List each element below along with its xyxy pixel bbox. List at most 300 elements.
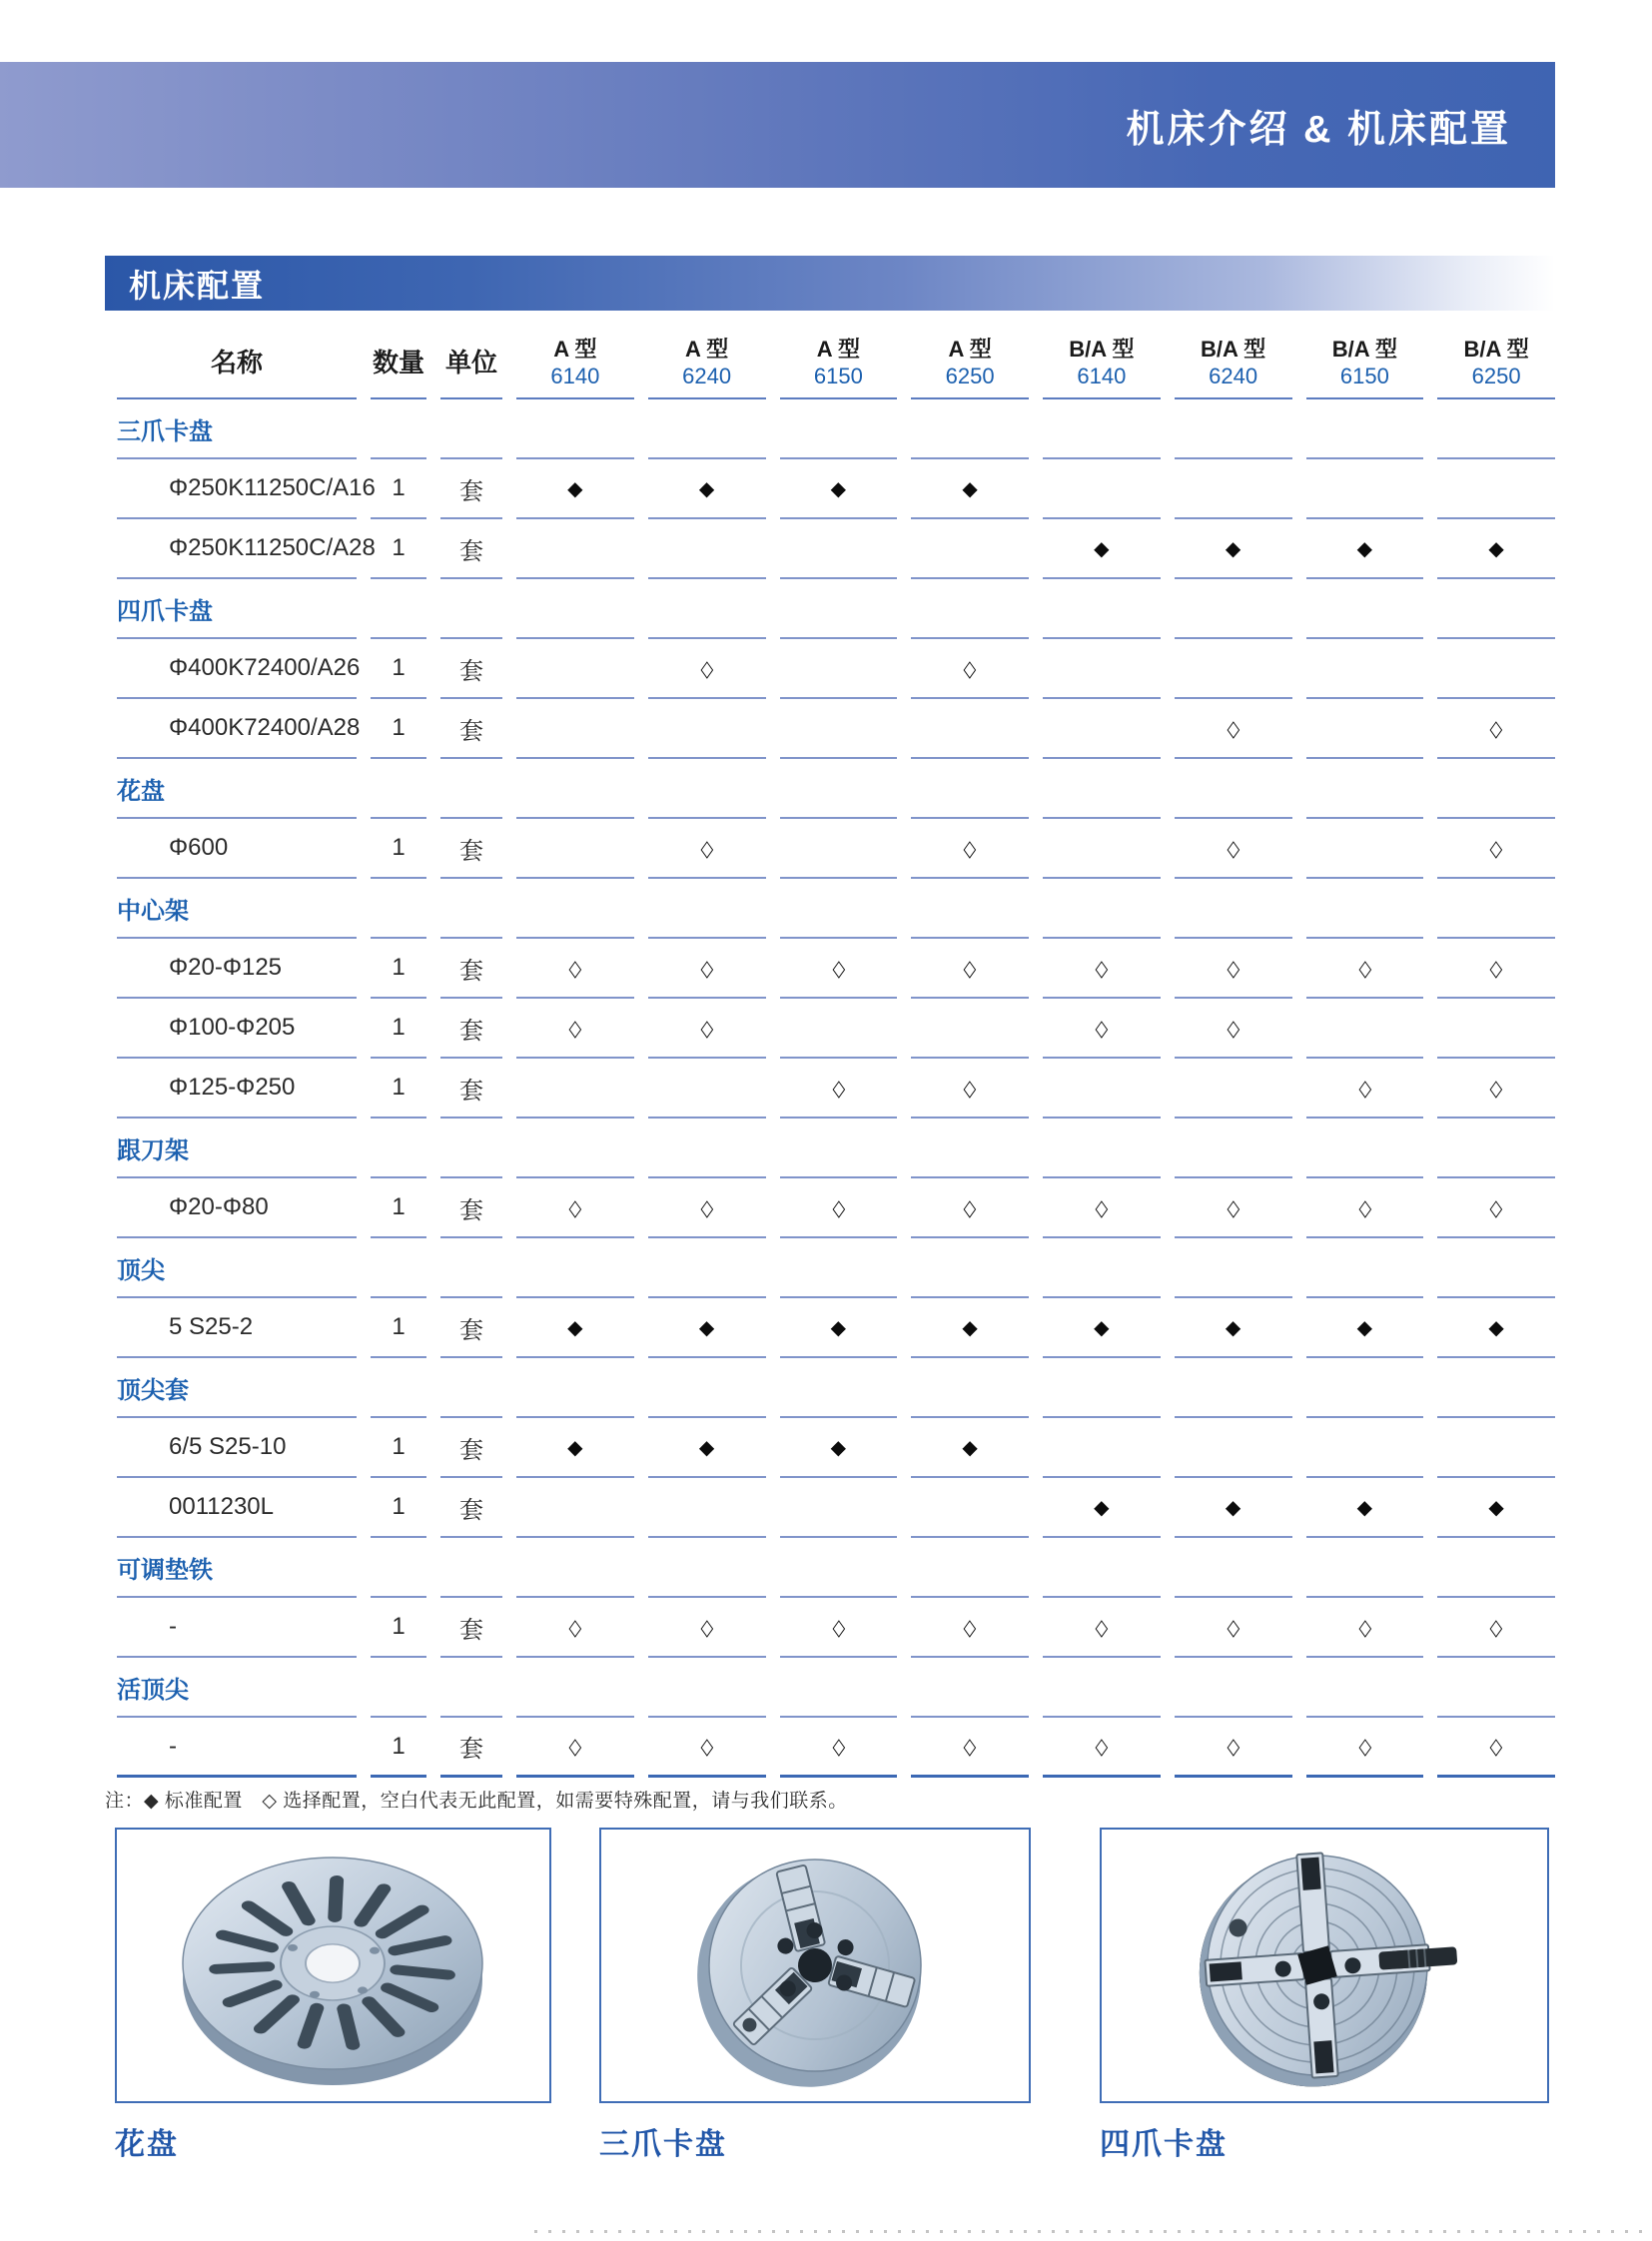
column-header-model: 6150	[1339, 364, 1389, 389]
mark-cell	[1043, 1598, 1161, 1658]
mark-cell	[1175, 639, 1292, 699]
mark-cell	[648, 1718, 766, 1778]
quantity-value: 1	[392, 1193, 406, 1220]
mark-cell	[648, 699, 766, 759]
mark-cell	[516, 699, 634, 759]
quantity-cell	[371, 999, 426, 1059]
optional-config-mark: ◇	[1489, 1074, 1503, 1101]
empty-cell	[1437, 1658, 1555, 1718]
mark-cell	[1175, 1178, 1292, 1238]
standard-config-mark: ◆	[698, 1316, 715, 1339]
mark-cell	[1043, 1298, 1161, 1358]
empty-cell	[1175, 759, 1292, 819]
mark-cell	[1043, 699, 1161, 759]
item-name-cell	[117, 999, 357, 1059]
optional-config-mark: ◇	[700, 1733, 713, 1759]
empty-cell	[371, 1238, 426, 1298]
empty-cell	[516, 1238, 634, 1298]
mark-cell	[1175, 1059, 1292, 1119]
quantity-value: 1	[392, 834, 406, 861]
empty-cell	[1175, 399, 1292, 459]
unit-value: 套	[459, 717, 483, 745]
column-header-type: B/A 型	[1201, 337, 1266, 363]
item-name: Φ20-Φ80	[169, 1193, 269, 1220]
unit-value: 套	[459, 1017, 483, 1045]
mark-cell	[516, 819, 634, 879]
unit-value: 套	[459, 1736, 483, 1763]
mark-cell	[648, 459, 766, 519]
mark-cell	[780, 939, 898, 999]
page-header-title: 机床介绍 & 机床配置	[1126, 108, 1511, 151]
optional-config-mark: ◇	[568, 1613, 582, 1640]
optional-config-mark: ◇	[1227, 714, 1239, 741]
group-label: 四爪卡盘	[117, 597, 213, 625]
mark-cell	[1175, 519, 1292, 579]
quantity-value: 1	[392, 1613, 406, 1640]
quantity-cell	[371, 1178, 426, 1238]
standard-config-mark: ◆	[698, 477, 715, 500]
mark-cell	[1306, 1059, 1424, 1119]
unit-value: 套	[459, 1077, 483, 1105]
empty-cell	[780, 879, 898, 939]
empty-cell	[911, 1238, 1029, 1298]
optional-config-mark: ◇	[963, 1733, 977, 1759]
standard-config-mark: ◆	[567, 477, 583, 500]
column-header-model: 6140	[550, 364, 600, 389]
optional-config-mark: ◇	[1357, 1193, 1371, 1220]
unit-value: 套	[459, 537, 483, 565]
item-name: 0011230L	[169, 1493, 274, 1520]
item-name-cell	[117, 1598, 357, 1658]
mark-cell	[780, 519, 898, 579]
quantity-value: 1	[392, 474, 406, 501]
mark-cell	[1175, 1298, 1292, 1358]
empty-cell	[648, 879, 766, 939]
empty-cell	[648, 1538, 766, 1598]
mark-cell	[648, 819, 766, 879]
mark-cell	[911, 819, 1029, 879]
page-header-banner	[0, 62, 1555, 188]
unit-cell	[440, 459, 502, 519]
empty-cell	[440, 1119, 502, 1178]
standard-config-mark: ◆	[962, 477, 978, 500]
mark-cell	[911, 1478, 1029, 1538]
empty-cell	[516, 1658, 634, 1718]
mark-cell	[1043, 459, 1161, 519]
mark-cell	[780, 819, 898, 879]
quantity-cell	[371, 459, 426, 519]
mark-cell	[516, 1059, 634, 1119]
empty-cell	[1306, 1658, 1424, 1718]
empty-cell	[1043, 399, 1161, 459]
empty-cell	[1437, 1358, 1555, 1418]
mark-cell	[780, 999, 898, 1059]
empty-cell	[1043, 1238, 1161, 1298]
empty-cell	[911, 1119, 1029, 1178]
unit-cell	[440, 1418, 502, 1478]
column-header-type: B/A 型	[1463, 337, 1529, 363]
quantity-cell	[371, 1418, 426, 1478]
mark-cell	[1175, 1598, 1292, 1658]
empty-cell	[1306, 759, 1424, 819]
config-row	[105, 459, 1555, 519]
unit-cell	[440, 699, 502, 759]
item-name-cell	[117, 1418, 357, 1478]
item-name-cell	[117, 639, 361, 699]
optional-config-mark: ◇	[963, 654, 977, 681]
item-name-cell	[117, 939, 357, 999]
empty-cell	[648, 399, 766, 459]
mark-cell	[516, 1298, 634, 1358]
empty-cell	[1175, 879, 1292, 939]
mark-cell	[1175, 1718, 1292, 1778]
mark-cell	[1306, 1478, 1424, 1538]
config-row	[105, 1418, 1555, 1478]
optional-config-mark: ◇	[1357, 1613, 1371, 1640]
mark-cell	[1437, 639, 1555, 699]
quantity-cell	[371, 819, 426, 879]
empty-cell	[1437, 399, 1555, 459]
mark-cell	[911, 1059, 1029, 1119]
empty-cell	[1043, 1658, 1161, 1718]
figure-four-jaw-chuck	[1100, 1828, 1549, 2163]
quantity-cell	[371, 699, 426, 759]
quantity-cell	[371, 1059, 426, 1119]
page-footer-dotted-rule	[534, 2230, 1652, 2233]
empty-cell	[911, 1658, 1029, 1718]
mark-cell	[1043, 1418, 1161, 1478]
optional-config-mark: ◇	[1489, 1613, 1503, 1640]
mark-cell	[648, 1478, 766, 1538]
group-name-cell	[117, 1238, 357, 1298]
mark-cell	[1175, 459, 1292, 519]
mark-cell	[648, 1178, 766, 1238]
optional-config-mark: ◇	[1489, 954, 1503, 981]
group-label: 顶尖套	[117, 1376, 189, 1404]
empty-cell	[371, 579, 426, 639]
standard-config-mark: ◆	[962, 1316, 978, 1339]
empty-cell	[911, 1358, 1029, 1418]
column-header-label: 名称	[210, 348, 263, 378]
quantity-value: 1	[392, 1433, 406, 1460]
item-name: Φ20-Φ125	[169, 954, 283, 981]
unit-value: 套	[459, 477, 483, 505]
group-row	[105, 1538, 1555, 1598]
column-header-label: 单位	[444, 348, 497, 378]
group-label: 跟刀架	[117, 1136, 189, 1164]
column-header-type: A 型	[948, 337, 992, 363]
unit-cell	[440, 939, 502, 999]
unit-cell	[440, 1059, 502, 1119]
mark-cell	[516, 1178, 634, 1238]
empty-cell	[1437, 579, 1555, 639]
standard-config-mark: ◆	[1094, 537, 1110, 560]
column-header-type: A 型	[553, 337, 597, 363]
mark-cell	[1306, 639, 1424, 699]
unit-cell	[440, 639, 502, 699]
group-row	[105, 1119, 1555, 1178]
mark-cell	[911, 1718, 1029, 1778]
four-jaw-chuck-photo	[1100, 1828, 1549, 2103]
empty-cell	[516, 759, 634, 819]
standard-config-mark: ◆	[567, 1316, 583, 1339]
standard-config-mark: ◆	[1094, 1316, 1110, 1339]
empty-cell	[780, 579, 898, 639]
standard-config-mark: ◆	[567, 1436, 583, 1459]
unit-value: 套	[459, 1316, 483, 1344]
config-row	[105, 819, 1555, 879]
quantity-value: 1	[392, 534, 406, 561]
mark-cell	[648, 999, 766, 1059]
standard-config-mark: ◆	[830, 1316, 847, 1339]
mark-cell	[648, 639, 766, 699]
mark-cell	[780, 1298, 898, 1358]
mark-cell	[911, 939, 1029, 999]
figure-faceplate	[115, 1828, 551, 2163]
standard-config-mark: ◆	[1225, 1316, 1241, 1339]
mark-cell	[1437, 519, 1555, 579]
mark-cell	[1175, 1478, 1292, 1538]
optional-config-mark: ◇	[1227, 1014, 1239, 1041]
item-name: Φ250K11250C/A16	[169, 474, 376, 501]
group-row	[105, 399, 1555, 459]
item-name-cell	[117, 1059, 357, 1119]
empty-cell	[1306, 579, 1424, 639]
figure-caption-faceplate: 花盘	[115, 2128, 179, 2161]
config-row	[105, 999, 1555, 1059]
empty-cell	[516, 579, 634, 639]
quantity-cell	[371, 639, 426, 699]
mark-cell	[780, 639, 898, 699]
mark-cell	[516, 939, 634, 999]
item-name: 5 S25-2	[169, 1313, 254, 1340]
mark-cell	[1175, 1418, 1292, 1478]
group-row	[105, 879, 1555, 939]
optional-config-mark: ◇	[1227, 1733, 1239, 1759]
faceplate-photo	[115, 1828, 551, 2103]
config-row	[105, 519, 1555, 579]
unit-cell	[440, 519, 502, 579]
empty-cell	[440, 1538, 502, 1598]
mark-cell	[1043, 819, 1161, 879]
empty-cell	[1437, 1538, 1555, 1598]
three-jaw-chuck-photo	[599, 1828, 1031, 2103]
group-row	[105, 759, 1555, 819]
mark-cell	[780, 1478, 898, 1538]
optional-config-mark: ◇	[963, 1613, 977, 1640]
empty-cell	[440, 1238, 502, 1298]
item-name-cell	[117, 1718, 357, 1778]
unit-value: 套	[459, 1436, 483, 1464]
group-label: 花盘	[117, 777, 165, 805]
column-header-label: 数量	[372, 348, 424, 378]
empty-cell	[1175, 1238, 1292, 1298]
item-name: Φ250K11250C/A28	[169, 534, 376, 561]
item-name: Φ600	[169, 834, 229, 861]
item-name: Φ125-Φ250	[169, 1074, 296, 1101]
mark-cell	[911, 999, 1029, 1059]
standard-config-mark: ◆	[830, 477, 847, 500]
empty-cell	[1306, 399, 1424, 459]
optional-config-mark: ◇	[1489, 1193, 1503, 1220]
empty-cell	[1043, 579, 1161, 639]
mark-cell	[516, 999, 634, 1059]
mark-cell	[648, 1598, 766, 1658]
column-header	[1306, 330, 1424, 399]
empty-cell	[911, 1538, 1029, 1598]
empty-cell	[1306, 1538, 1424, 1598]
column-header-type: B/A 型	[1069, 337, 1135, 363]
optional-config-mark: ◇	[1357, 1733, 1371, 1759]
optional-config-mark: ◇	[1357, 954, 1371, 981]
optional-config-mark: ◇	[831, 1074, 845, 1101]
empty-cell	[371, 399, 426, 459]
group-name-cell	[117, 1658, 357, 1718]
empty-cell	[440, 579, 502, 639]
empty-cell	[1306, 1358, 1424, 1418]
item-name-cell	[117, 1478, 357, 1538]
item-name-cell	[117, 699, 361, 759]
config-table	[105, 330, 1555, 1778]
optional-config-mark: ◇	[963, 954, 977, 981]
empty-cell	[516, 1119, 634, 1178]
empty-cell	[1437, 1119, 1555, 1178]
four-jaw-chuck-illustration	[1102, 1830, 1547, 2101]
quantity-value: 1	[392, 714, 406, 741]
empty-cell	[440, 759, 502, 819]
mark-cell	[911, 1418, 1029, 1478]
mark-cell	[516, 1598, 634, 1658]
empty-cell	[648, 1238, 766, 1298]
item-name: 6/5 S25-10	[169, 1433, 287, 1460]
item-name: -	[169, 1732, 177, 1760]
mark-cell	[1437, 699, 1555, 759]
mark-cell	[1437, 1059, 1555, 1119]
group-label: 中心架	[117, 897, 189, 925]
unit-cell	[440, 1478, 502, 1538]
config-row	[105, 1298, 1555, 1358]
mark-cell	[1043, 1718, 1161, 1778]
optional-config-mark: ◇	[1227, 954, 1239, 981]
optional-config-mark: ◇	[568, 1733, 582, 1759]
quantity-cell	[371, 1718, 426, 1778]
mark-cell	[1437, 1418, 1555, 1478]
item-name: Φ400K72400/A28	[169, 714, 361, 741]
standard-config-mark: ◆	[1488, 1316, 1504, 1339]
unit-value: 套	[459, 837, 483, 865]
item-name: Φ100-Φ205	[169, 1014, 296, 1041]
empty-cell	[780, 1119, 898, 1178]
mark-cell	[1306, 1718, 1424, 1778]
empty-cell	[1175, 1658, 1292, 1718]
optional-config-mark: ◇	[1489, 1733, 1503, 1759]
empty-cell	[780, 1358, 898, 1418]
empty-cell	[1043, 879, 1161, 939]
quantity-cell	[371, 1298, 426, 1358]
group-name-cell	[117, 1538, 357, 1598]
mark-cell	[780, 1059, 898, 1119]
config-row	[105, 1478, 1555, 1538]
empty-cell	[371, 1119, 426, 1178]
unit-value: 套	[459, 1616, 483, 1644]
empty-cell	[1437, 879, 1555, 939]
section-title-bar	[105, 256, 1555, 311]
unit-cell	[440, 1298, 502, 1358]
unit-value: 套	[459, 957, 483, 985]
mark-cell	[780, 1178, 898, 1238]
mark-cell	[1306, 999, 1424, 1059]
mark-cell	[911, 639, 1029, 699]
empty-cell	[371, 1538, 426, 1598]
column-header-model: 6250	[945, 364, 995, 389]
mark-cell	[1043, 939, 1161, 999]
group-label: 可调垫铁	[117, 1556, 213, 1584]
standard-config-mark: ◆	[1356, 1316, 1373, 1339]
mark-cell	[516, 519, 634, 579]
mark-cell	[1437, 1718, 1555, 1778]
optional-config-mark: ◇	[1227, 1193, 1239, 1220]
group-name-cell	[117, 1119, 357, 1178]
optional-config-mark: ◇	[700, 654, 713, 681]
group-label: 顶尖	[117, 1256, 165, 1284]
empty-cell	[440, 1658, 502, 1718]
unit-cell	[440, 999, 502, 1059]
mark-cell	[1437, 1478, 1555, 1538]
optional-config-mark: ◇	[1095, 1613, 1109, 1640]
mark-cell	[1306, 939, 1424, 999]
optional-config-mark: ◇	[1095, 1014, 1109, 1041]
empty-cell	[780, 399, 898, 459]
quantity-cell	[371, 1598, 426, 1658]
column-header	[1437, 330, 1555, 399]
mark-cell	[1437, 459, 1555, 519]
optional-config-mark: ◇	[1357, 1074, 1371, 1101]
mark-cell	[516, 639, 634, 699]
mark-cell	[1043, 639, 1161, 699]
mark-cell	[648, 939, 766, 999]
config-row	[105, 1059, 1555, 1119]
standard-config-mark: ◆	[1225, 537, 1241, 560]
mark-cell	[911, 1298, 1029, 1358]
empty-cell	[648, 1358, 766, 1418]
empty-cell	[516, 1538, 634, 1598]
item-name: Φ400K72400/A26	[169, 654, 361, 681]
item-name-cell	[117, 1178, 357, 1238]
mark-cell	[780, 1718, 898, 1778]
optional-config-mark: ◇	[963, 834, 977, 861]
optional-config-mark: ◇	[831, 1613, 845, 1640]
empty-cell	[1437, 1238, 1555, 1298]
mark-cell	[911, 1598, 1029, 1658]
empty-cell	[371, 1658, 426, 1718]
column-header	[1175, 330, 1292, 399]
quantity-value: 1	[392, 1014, 406, 1041]
config-row	[105, 1718, 1555, 1778]
empty-cell	[780, 1658, 898, 1718]
column-header	[911, 330, 1029, 399]
mark-cell	[1437, 939, 1555, 999]
group-label: 三爪卡盘	[117, 417, 213, 445]
empty-cell	[371, 879, 426, 939]
unit-cell	[440, 1718, 502, 1778]
empty-cell	[648, 759, 766, 819]
mark-cell	[516, 1418, 634, 1478]
optional-config-mark: ◇	[568, 954, 582, 981]
mark-cell	[648, 1059, 766, 1119]
column-header	[516, 330, 634, 399]
item-name-cell	[117, 819, 357, 879]
figure-caption-four-jaw-chuck: 四爪卡盘	[1100, 2128, 1228, 2161]
